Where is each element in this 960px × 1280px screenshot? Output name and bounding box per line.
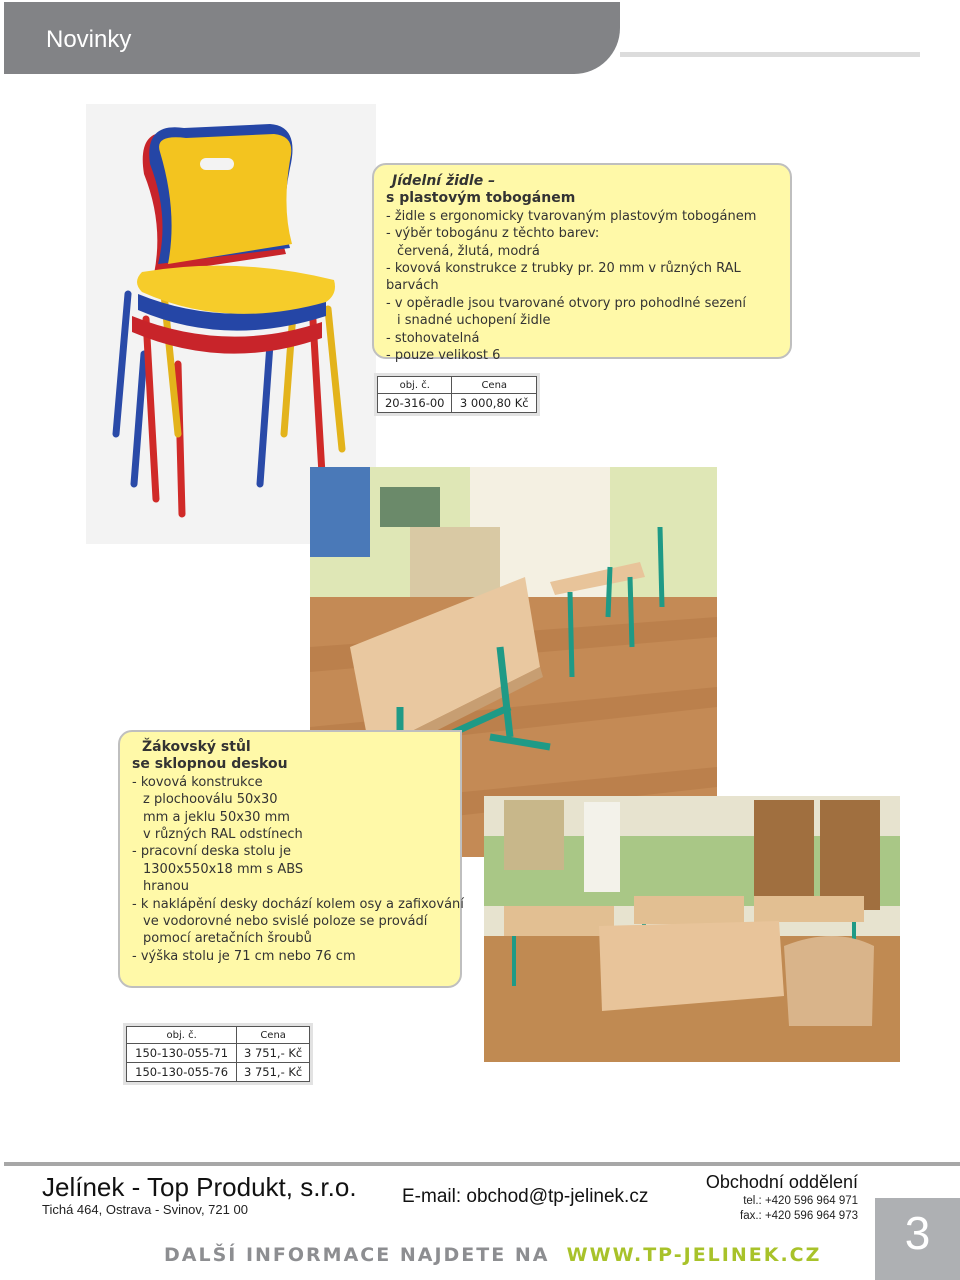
desk-info-box (118, 730, 462, 988)
price-cell: 3 751,- Kč (237, 1063, 310, 1082)
desk-title-line1: Žákovský stůl (142, 739, 251, 755)
page-number: 3 (904, 1207, 931, 1259)
contact-phone: tel.: +420 596 964 971 (743, 1195, 858, 1207)
chair-feature-line: - v opěradle jsou tvarované otvory pro pohodlné sezení (386, 295, 747, 311)
company-name: Jelínek - Top Produkt, s.r.o. (42, 1172, 357, 1202)
contact-email[interactable]: E-mail: obchod@tp-jelinek.cz (402, 1186, 649, 1207)
chair-feature-line: i snadné uchopení židle (397, 313, 551, 329)
chair-info-box (372, 163, 792, 364)
table-row (127, 1044, 310, 1063)
chair-feature-line: - výběr tobogánu z těchto barev: (386, 226, 600, 242)
chair-feature-line: červená, žlutá, modrá (397, 243, 540, 259)
desk-feature-line: hranou (143, 879, 189, 895)
desk-title-line2: se sklopnou deskou (132, 756, 288, 773)
price-header-price: Cena (237, 1027, 310, 1044)
classroom-photo (484, 796, 900, 1062)
desk-feature-line: 1300x550x18 mm s ABS (143, 861, 304, 877)
price-cell: 3 751,- Kč (237, 1044, 310, 1063)
desk-feature-line: - k naklápění desky dochází kolem osy a zafixování (132, 896, 464, 912)
order-number-cell: 150-130-055-76 (127, 1063, 237, 1082)
price-header-order-number: obj. č. (127, 1027, 237, 1044)
desk-feature-line: - kovová konstrukce (132, 774, 263, 790)
more-info-text: DALŠÍ INFORMACE NAJDETE NA (164, 1244, 550, 1266)
chair-title-line1: Jídelní židle – (392, 173, 496, 189)
footer-divider (4, 1162, 960, 1166)
chair-feature-line: - stohovatelná (386, 330, 480, 346)
chair-feature-line: - židle s ergonomicky tvarovaným plastovým tobogánem (386, 208, 757, 224)
chair-feature-line: - kovová konstrukce z trubky pr. 20 mm v různých RAL barvách (386, 261, 741, 294)
website-link[interactable]: WWW.TP-JELINEK.CZ (566, 1244, 822, 1266)
more-info-line (164, 1244, 821, 1266)
chair-title-line2: s plastovým tobogánem (386, 190, 576, 207)
chair-price-table (377, 376, 537, 413)
desk-feature-line: - pracovní deska stolu je (132, 844, 292, 860)
desk-feature-line: v různých RAL odstínech (143, 827, 303, 843)
chair-feature-line: - pouze velikost 6 (386, 348, 501, 364)
order-number-cell: 20-316-00 (378, 394, 452, 413)
table-row (127, 1063, 310, 1082)
desk-feature-line: ve vodorovné nebo svislé poloze se provádí (143, 914, 428, 930)
desk-feature-line: pomocí aretačních šroubů (143, 931, 312, 947)
price-header-price: Cena (452, 377, 537, 394)
price-header-order-number: obj. č. (378, 377, 452, 394)
company-address: Tichá 464, Ostrava - Svinov, 721 00 (42, 1202, 248, 1217)
desk-feature-line: z plochooválu 50x30 (143, 792, 278, 808)
order-number-cell: 150-130-055-71 (127, 1044, 237, 1063)
contact-fax: fax.: +420 596 964 973 (740, 1210, 858, 1222)
desk-feature-line: mm a jeklu 50x30 mm (143, 809, 290, 825)
sales-department-label: Obchodní oddělení (705, 1172, 858, 1192)
page-title: Novinky (46, 26, 132, 53)
table-row (378, 394, 537, 413)
price-cell: 3 000,80 Kč (452, 394, 537, 413)
header-divider (620, 52, 920, 57)
desk-price-table (126, 1026, 310, 1082)
desk-feature-line: - výška stolu je 71 cm nebo 76 cm (132, 948, 356, 964)
